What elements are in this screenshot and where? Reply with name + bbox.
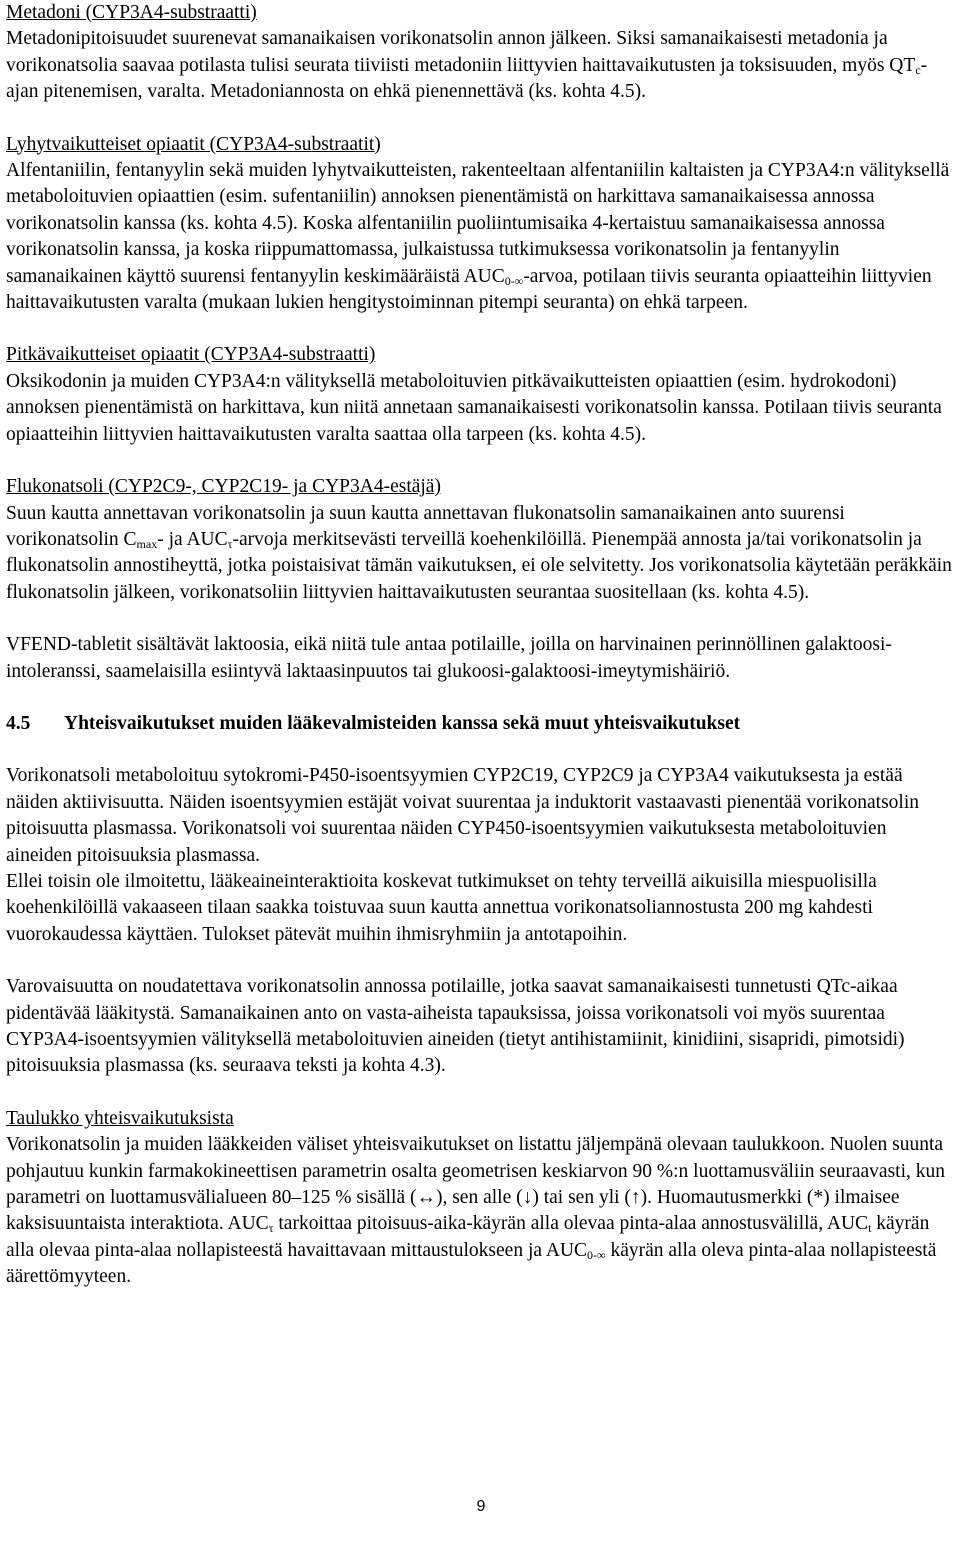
text-taulukko-4: käyrän alla oleva pinta-alaa nollapisteestä äärettömyyteen. [6,1239,937,1288]
subscript-tau-2: τ [268,1221,274,1236]
heading-pitkavaikutteiset: Pitkävaikutteiset opiaatit (CYP3A4-substraatti) [6,344,376,366]
section-pitkavaikutteiset [6,342,956,448]
text-taulukko-3: käyrän alla olevaa pinta-alaa nollapisteestä havaittavaan mittaustulokseen ja AUC [6,1213,930,1261]
section-taulukko [6,1106,956,1291]
section-vfend [6,632,956,685]
document-page [6,0,956,1515]
paragraph-varovaisuutta: Varovaisuutta on noudatettava vorikonatsolin annossa potilaille, jotka saavat samanaikaisesti tunnetusti QTc-aikaa pidentävää lääkitystä. Samanaikainen anto on vasta-aiheista tapauksissa, joissa vorikonatsoli voi myös suurentaa CYP3A4-isoentsyymien välityksellä metaboloituvien aineiden (tietyt antihistamiinit, kinidiini, sisapridi, pimotsidi) pitoisuuksia plasmassa (ks. seuraava teksti ja kohta 4.3). [6,976,905,1077]
subscript-0-inf-2: 0-∞ [587,1247,606,1262]
text-lyhyt-1: Alfentaniilin, fentanyylin sekä muiden lyhytvaikutteisten, rakenteeltaan alfentaniilin kaltaisten ja CYP3A4:n välityksellä metaboloituvien opiaattien (esim. sufentaniilin) annoksen pienentämistä on harkittava samanaikaisessa annossa vorikonatsolin kanssa (ks. kohta 4.5). Koska alfentaniilin puoliintumisaika 4-kertaistuu samanaikaisessa annossa vorikonatsolin kanssa, ja koska riippumattomassa, julkaistussa tutkimuksessa vorikonatsolin ja fentanyylin samanaikainen käyttö suurensi fentanyylin keskimääräistä AUC [6,160,950,287]
paragraph-lyhytvaikutteiset [6,158,956,316]
subscript-t: t [868,1221,872,1236]
paragraph-pitkavaikutteiset: Oksikodonin ja muiden CYP3A4:n välityksellä metaboloituvien pitkävaikutteisten opiaattien (esim. hydrokodoni) annoksen pienentämistä on harkittava, kun niitä annetaan samanaikaisesti vorikonatsolin kanssa. Potilaan tiivis seuranta opiaatteihin liittyvien haittavaikutusten varalta saattaa olla tarpeen (ks. kohta 4.5). [6,370,942,445]
text-metadoni-2: -ajan pitenemisen, varalta. Metadoniannosta on ehkä pienennettävä (ks. kohta 4.5). [6,54,928,103]
section-metadoni [6,0,956,106]
section-lyhytvaikutteiset [6,132,956,317]
paragraph-flukonatsoli [6,501,956,607]
subscript-max: max [136,536,158,551]
text-fluko-2: - ja AUC [157,528,228,550]
subscript-tau: τ [227,536,233,551]
paragraph-taulukko [6,1132,956,1290]
paragraph-intro-1: Vorikonatsoli metaboloituu sytokromi-P450-isoentsyymien CYP2C19, CYP2C9 ja CYP3A4 vaikutuksesta ja estää näiden aktiivisuutta. Näiden isoentsyymien estäjät voivat suurentaa ja induktorit vastaavasti pienentää vorikonatsolin pitoisuutta plasmassa. Vorikonatsoli voi suurentaa näiden CYP450-isoentsyymien vaikutuksesta metaboloituvien aineiden pitoisuuksia plasmassa. [6,765,920,866]
subscript-0-inf: 0-∞ [504,273,524,288]
heading-lyhytvaikutteiset: Lyhytvaikutteiset opiaatit (CYP3A4-substraatit) [6,133,381,155]
heading-flukonatsoli: Flukonatsoli (CYP2C9-, CYP2C19- ja CYP3A4-estäjä) [6,476,441,498]
text-fluko-1: Suun kautta annettavan vorikonatsolin ja suun kautta annettavan flukonatsolin samanaikainen anto suurensi vorikonatsolin C [6,502,845,550]
section-flukonatsoli [6,474,956,606]
text-taulukko-2: tarkoittaa pitoisuus-aika-käyrän alla olevaa pinta-alaa annostusvälillä, AUC [273,1213,869,1235]
heading-metadoni: Metadoni (CYP3A4-substraatti) [6,2,257,23]
section-varovaisuutta [6,974,956,1080]
paragraph-metadoni [6,26,956,105]
text-fluko-3: -arvoja merkitsevästi terveillä koehenkilöillä. Pienempää annosta ja/tai vorikonatsolin ja flukonatsolin annostiheyttä, jotka poistaisivat tämän vaikutuksen, ei ole selvitetty. Jos vorikonatsolia käytetään peräkkäin flukonatsolin jälkeen, vorikonatsoliin liittyvien haittavaikutusten seurantaa suositellaan (ks. kohta 4.5). [6,528,952,603]
subscript-c: c [915,62,921,77]
text-taulukko-1: Vorikonatsolin ja muiden lääkkeiden väliset yhteisvaikutukset on listattu jäljempänä olevaan taulukkoon. Nuolen suunta pohjautuu kunkin farmakokineettisen parametrin osalta geometrisen keskiarvon 90 %:n luottamusväliin seuraavasti, kun parametri on luottamusvälialueen 80–125 % sisällä (↔), sen alle (↓) tai sen yli (↑). Huomautusmerkki (*) ilmaisee kaksisuuntaista interaktiota. AUC [6,1134,946,1235]
text-metadoni-1: Metadonipitoisuudet suurenevat samanaikaisen vorikonatsolin annon jälkeen. Siksi samanaikaisesti metadonia ja vorikonatsolia saavaa potilasta tulisi seurata tiiviisti metadoniin liittyvien haittavaikutusten ja toksisuuden, myös QT [6,28,916,76]
page-number: 9 [476,1498,486,1515]
paragraph-vfend: VFEND-tabletit sisältävät laktoosia, eikä niitä tule antaa potilaille, joilla on harvinainen perinnöllinen galaktoosi-intoleranssi, saamelaisilla esiintyvä laktaasinpuutos tai glukoosi-galaktoosi-imeytymishäiriö. [6,634,892,682]
section-title-4-5 [6,711,956,737]
paragraph-intro-2: Ellei toisin ole ilmoitettu, lääkeaineinteraktioita koskevat tutkimukset on tehty terveillä aikuisilla miespuolisilla koehenkilöillä vakaaseen tilaan saakka toistuvaa suun kautta annettua vorikonatsoliannostusta 200 mg kahdesti vuorokaudessa käyttäen. Tulokset pätevät muihin ihmisryhmiin ja antotapoihin. [6,870,877,945]
text-lyhyt-2: -arvoa, potilaan tiivis seuranta opiaatteihin liittyvien haittavaikutusten varalta (mukaan lukien hengitystoiminnan pitempi seuranta) on ehkä tarpeen. [6,265,932,314]
section-intro [6,763,956,948]
heading-taulukko: Taulukko yhteisvaikutuksista [6,1107,234,1129]
section-title-text: Yhteisvaikutukset muiden lääkevalmisteiden kanssa sekä muut yhteisvaikutukset [64,712,741,734]
section-number: 4.5 [6,712,31,734]
